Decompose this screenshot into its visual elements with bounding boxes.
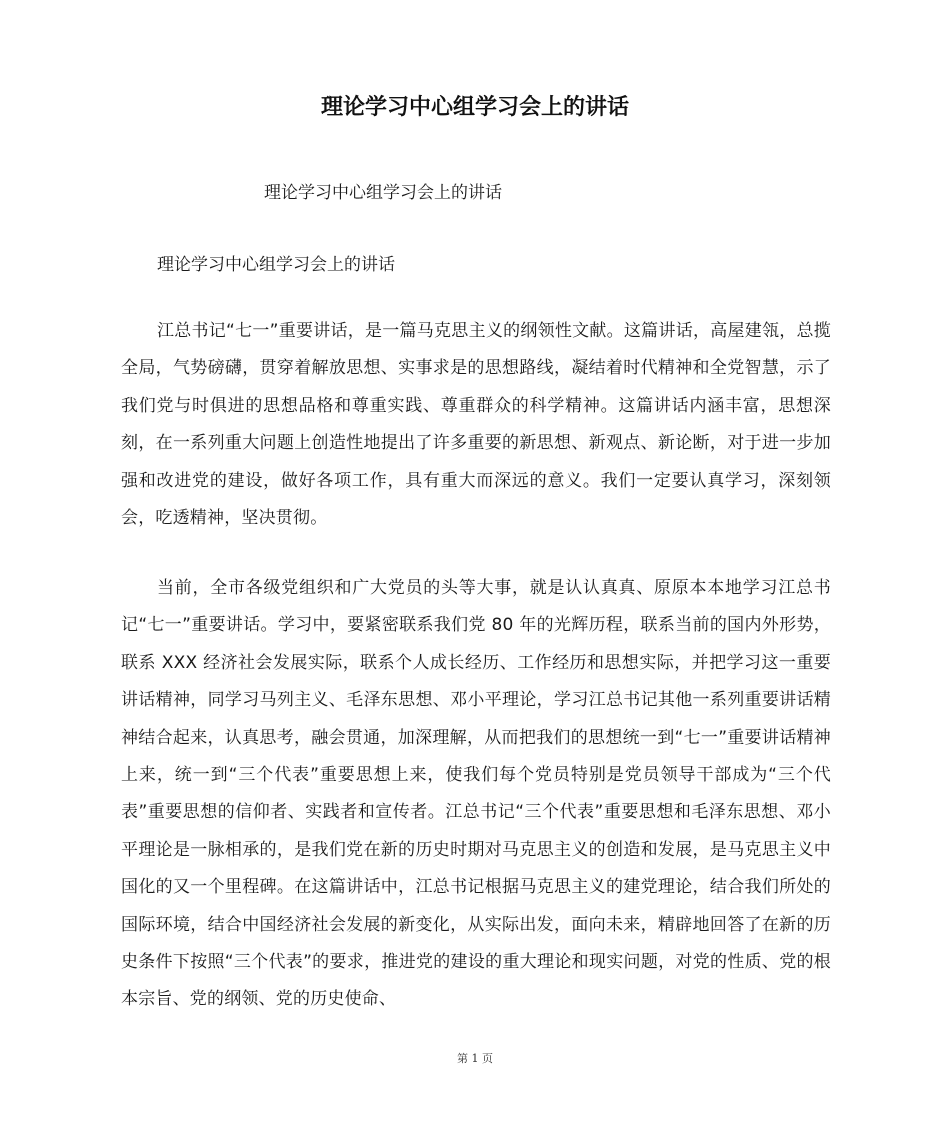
section-heading: 理论学习中心组学习会上的讲话: [157, 255, 395, 275]
document-subtitle: 理论学习中心组学习会上的讲话: [264, 183, 502, 203]
document-title: 理论学习中心组学习会上的讲话: [320, 95, 629, 120]
body-paragraph: 江总书记“七一”重要讲话，是一篇马克思主义的纲领性文献。这篇讲话，高屋建瓴，总揽全局，气势磅礴，贯穿着解放思想、实事求是的思想路线，凝结着时代精神和全党智慧，示了我们党与时俱进的思想品格和尊重实践、尊重群众的科学精神。这篇讲话内涵丰富，思想深刻，在一系列重大问题上创造性地提出了许多重要的新思想、新观点、新论断，对于进一步加强和改进党的建设，做好各项工作，具有重大而深远的意义。我们一定要认真学习，深刻领会，吃透精神，坚决贯彻。: [121, 321, 831, 529]
body-paragraph: 当前，全市各级党组织和广大党员的头等大事，就是认认真真、原原本本地学习江总书记“七一”重要讲话。学习中，要紧密联系我们党 80 年的光辉历程，联系当前的国内外形势，联系 XXX 经济社会发展实际，联系个人成长经历、工作经历和思想实际，并把学习这一重要讲话精神，同学习马列主义、毛泽东思想、邓小平理论，学习江总书记其他一系列重要讲话精神结合起来，认真思考，融会贯通，加深理解，从而把我们的思想统一到“七一”重要讲话精神上来，统一到“三个代表”重要思想上来，使我们每个党员特别是党员领导干部成为“三个代表”重要思想的信仰者、实践者和宣传者。江总书记“三个代表”重要思想和毛泽东思想、邓小平理论是一脉相承的，是我们党在新的历史时期对马克思主义的创造和发展，是马克思主义中国化的又一个里程碑。在这篇讲话中，江总书记根据马克思主义的建党理论，结合我们所处的国际环境，结合中国经济社会发展的新变化，从实际出发，面向未来，精辟地回答了在新的历史条件下按照“三个代表”的要求，推进党的建设的重大理论和现实问题，对党的性质、党的根本宗旨、党的纲领、党的历史使命、: [121, 578, 831, 1010]
page-number: 第 1 页: [457, 1052, 493, 1065]
